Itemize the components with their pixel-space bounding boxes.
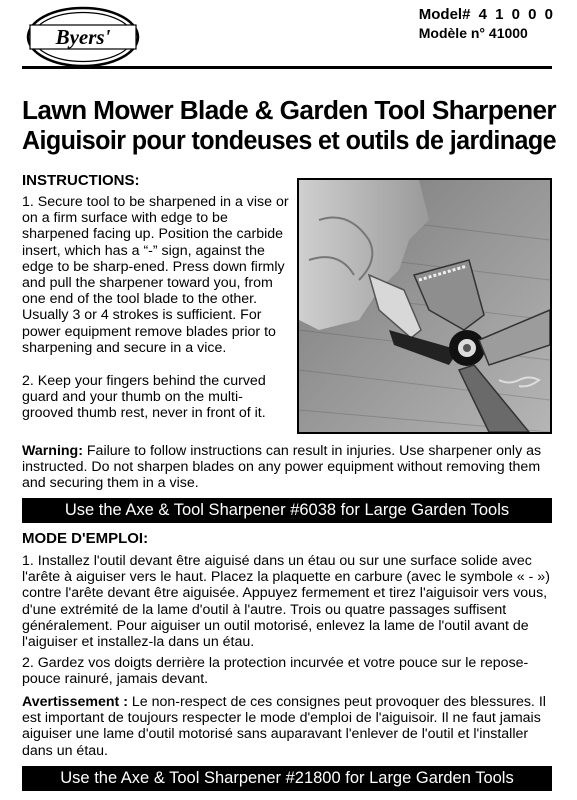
title-fr: Aiguisoir pour tondeuses et outils de jardinage: [22, 127, 556, 155]
banner-21800: Use the Axe & Tool Sharpener #21800 for Large Garden Tools: [22, 766, 552, 791]
model-fr: Modèle n° 41000: [418, 25, 528, 41]
model-en-number: # 4 1 0 0 0: [462, 6, 555, 23]
logo-text: Byers': [55, 25, 111, 49]
model-info: [419, 6, 555, 42]
mode-emploi-step-1: 1. Installez l'outil devant être aiguisé dans un étau ou sur une surface solide avec l'arête à aiguiser vers le haut. Placez la plaquette en carbure (avec le symbole « - ») contre l'arête devant être aiguisée. Appuyez fermement et tirez l'aiguisoir vers vous, d'une extrémité de la lame d'outil à l'autre. Trois ou quatre passages suffisent généralement. Pour aiguiser un outil motorisé, enlevez la lame de l'outil avant de l'aiguiser et installez-la dans un étau.: [22, 553, 550, 651]
brand-logo: [26, 6, 140, 68]
banner-6038: Use the Axe & Tool Sharpener #6038 for Large Garden Tools: [22, 498, 552, 523]
warning-body: Failure to follow instructions can result in injuries. Use sharpener only as instructed. Do not sharpen blades on any power equipment without removing them and securing them in a vise.: [22, 443, 542, 492]
title-block: [22, 96, 562, 156]
warning-text: [22, 443, 552, 492]
warning-label: Warning:: [22, 443, 83, 459]
top-divider: [22, 66, 552, 69]
title-en: Lawn Mower Blade & Garden Tool Sharpener: [22, 97, 556, 125]
instructions-step-2: 2. Keep your fingers behind the curved guard and your thumb on the multi-grooved thumb rest, never in front of it.: [22, 373, 266, 422]
mode-emploi-step-2: 2. Gardez vos doigts derrière la protection incurvée et votre pouce sur le repose-pouce rainuré, jamais devant.: [22, 655, 529, 688]
avertissement-text: [22, 694, 552, 759]
instructions-heading: INSTRUCTIONS:: [22, 172, 140, 189]
avertissement-label: Avertissement :: [22, 694, 128, 710]
instructions-step-1: 1. Secure tool to be sharpened in a vise or on a firm surface with edge to be sharpened facing up. Position the carbide insert, which has a “-” sign, against the edge to be sharp-ened. Press down firmly and pull the sharpener toward you, from one end of the tool blade to the other. Usually 3 or 4 strokes is sufficient. For power equipment remove blades prior to sharpening and secure in a vice.: [22, 194, 289, 356]
mode-emploi-heading: MODE D'EMPLOI:: [22, 530, 149, 547]
model-en: [419, 6, 555, 24]
avertissement-body: Le non-respect de ces consignes peut provoquer des blessures. Il est important de toujours respecter le mode d'emploi de l'aiguisoir. Il ne faut jamais aiguiser une lame d'outil motorisé sans auparavant l'enlever de l'outil et l'installer dans un étau.: [22, 694, 546, 759]
model-en-label: Model: [418, 6, 463, 23]
sharpener-in-use-image: [299, 180, 550, 432]
byers-logo-icon: [26, 6, 140, 68]
product-photo: [297, 178, 552, 434]
